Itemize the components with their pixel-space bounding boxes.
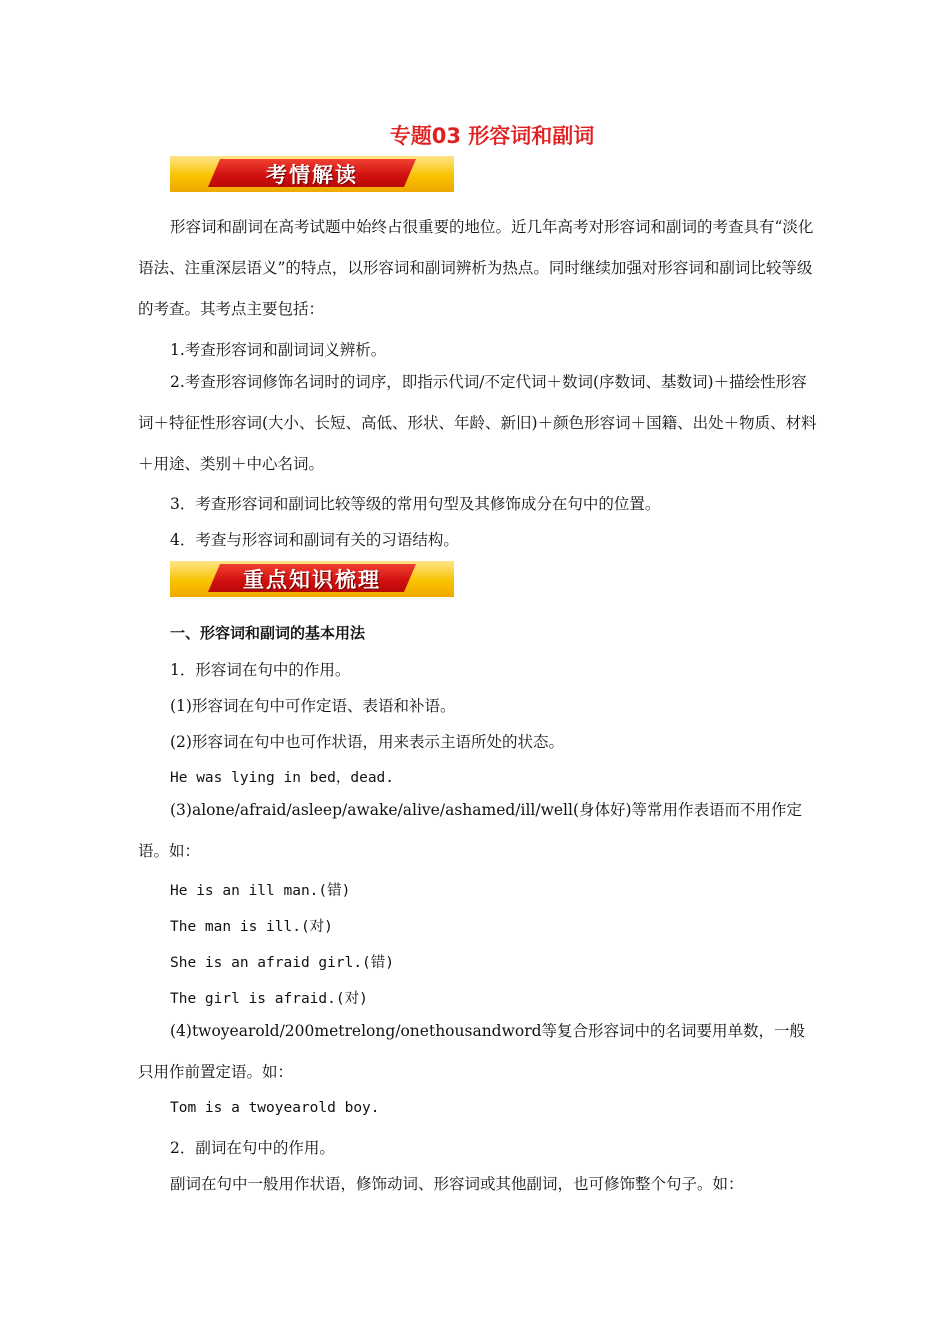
banner-label: 重点知识梳理 xyxy=(243,568,381,592)
section-banner-exam-analysis xyxy=(170,156,454,192)
section-heading: 一、形容词和副词的基本用法 xyxy=(170,624,366,642)
banner-label: 考情解读 xyxy=(266,163,358,187)
intro-paragraph: 形容词和副词在高考试题中始终占很重要的地位。近几年高考对形容词和副词的考查具有“淡化语法、注重深层语义”的特点，以形容词和副词辨析为热点。同时继续加强对形容词和副词比较等级的考查。其考点主要包括： xyxy=(138,218,814,318)
exam-point-2: 2.考查形容词修饰名词时的词序，即指示代词/不定代词＋数词(序数词、基数词)＋描绘性形容词＋特征性形容词(大小、长短、高低、形状、年龄、新旧)＋颜色形容词＋国籍、出处＋物质、材料＋用途、类别＋中心名词。 xyxy=(138,373,817,473)
exam-point-3: 3．考查形容词和副词比较等级的常用句型及其修饰成分在句中的位置。 xyxy=(170,495,661,513)
example-sentence: He was lying in bed，dead. xyxy=(170,770,395,786)
rule-4: (4)twoyearold/200metrelong/onethousandword等复合形容词中的名词要用单数，一般只用作前置定语。如： xyxy=(138,1022,806,1081)
section-banner-key-knowledge xyxy=(170,561,454,597)
example-sentence: Tom is a twoyearold boy. xyxy=(170,1100,380,1116)
example-sentence: He is an ill man.(错) xyxy=(170,883,351,899)
rule-3: (3)alone/afraid/asleep/awake/alive/ashamed/ill/well(身体好)等常用作表语而不用作定语。如： xyxy=(138,801,803,860)
example-sentence: The girl is afraid.(对) xyxy=(170,991,368,1007)
adverb-rule: 副词在句中一般用作状语，修饰动词、形容词或其他副词，也可修饰整个句子。如： xyxy=(170,1175,744,1193)
rule-1: (1)形容词在句中可作定语、表语和补语。 xyxy=(170,697,456,715)
example-sentence: The man is ill.(对) xyxy=(170,919,333,935)
exam-point-1: 1.考查形容词和副词词义辨析。 xyxy=(170,341,387,359)
rule-2: (2)形容词在句中也可作状语，用来表示主语所处的状态。 xyxy=(170,733,564,751)
page-title: 专题03 形容词和副词 xyxy=(389,124,595,148)
exam-point-4: 4．考查与形容词和副词有关的习语结构。 xyxy=(170,531,459,549)
example-sentence: She is an afraid girl.(错) xyxy=(170,955,395,971)
subheading-adverb-role: 2．副词在句中的作用。 xyxy=(170,1139,335,1157)
subheading-adjective-role: 1．形容词在句中的作用。 xyxy=(170,661,351,679)
